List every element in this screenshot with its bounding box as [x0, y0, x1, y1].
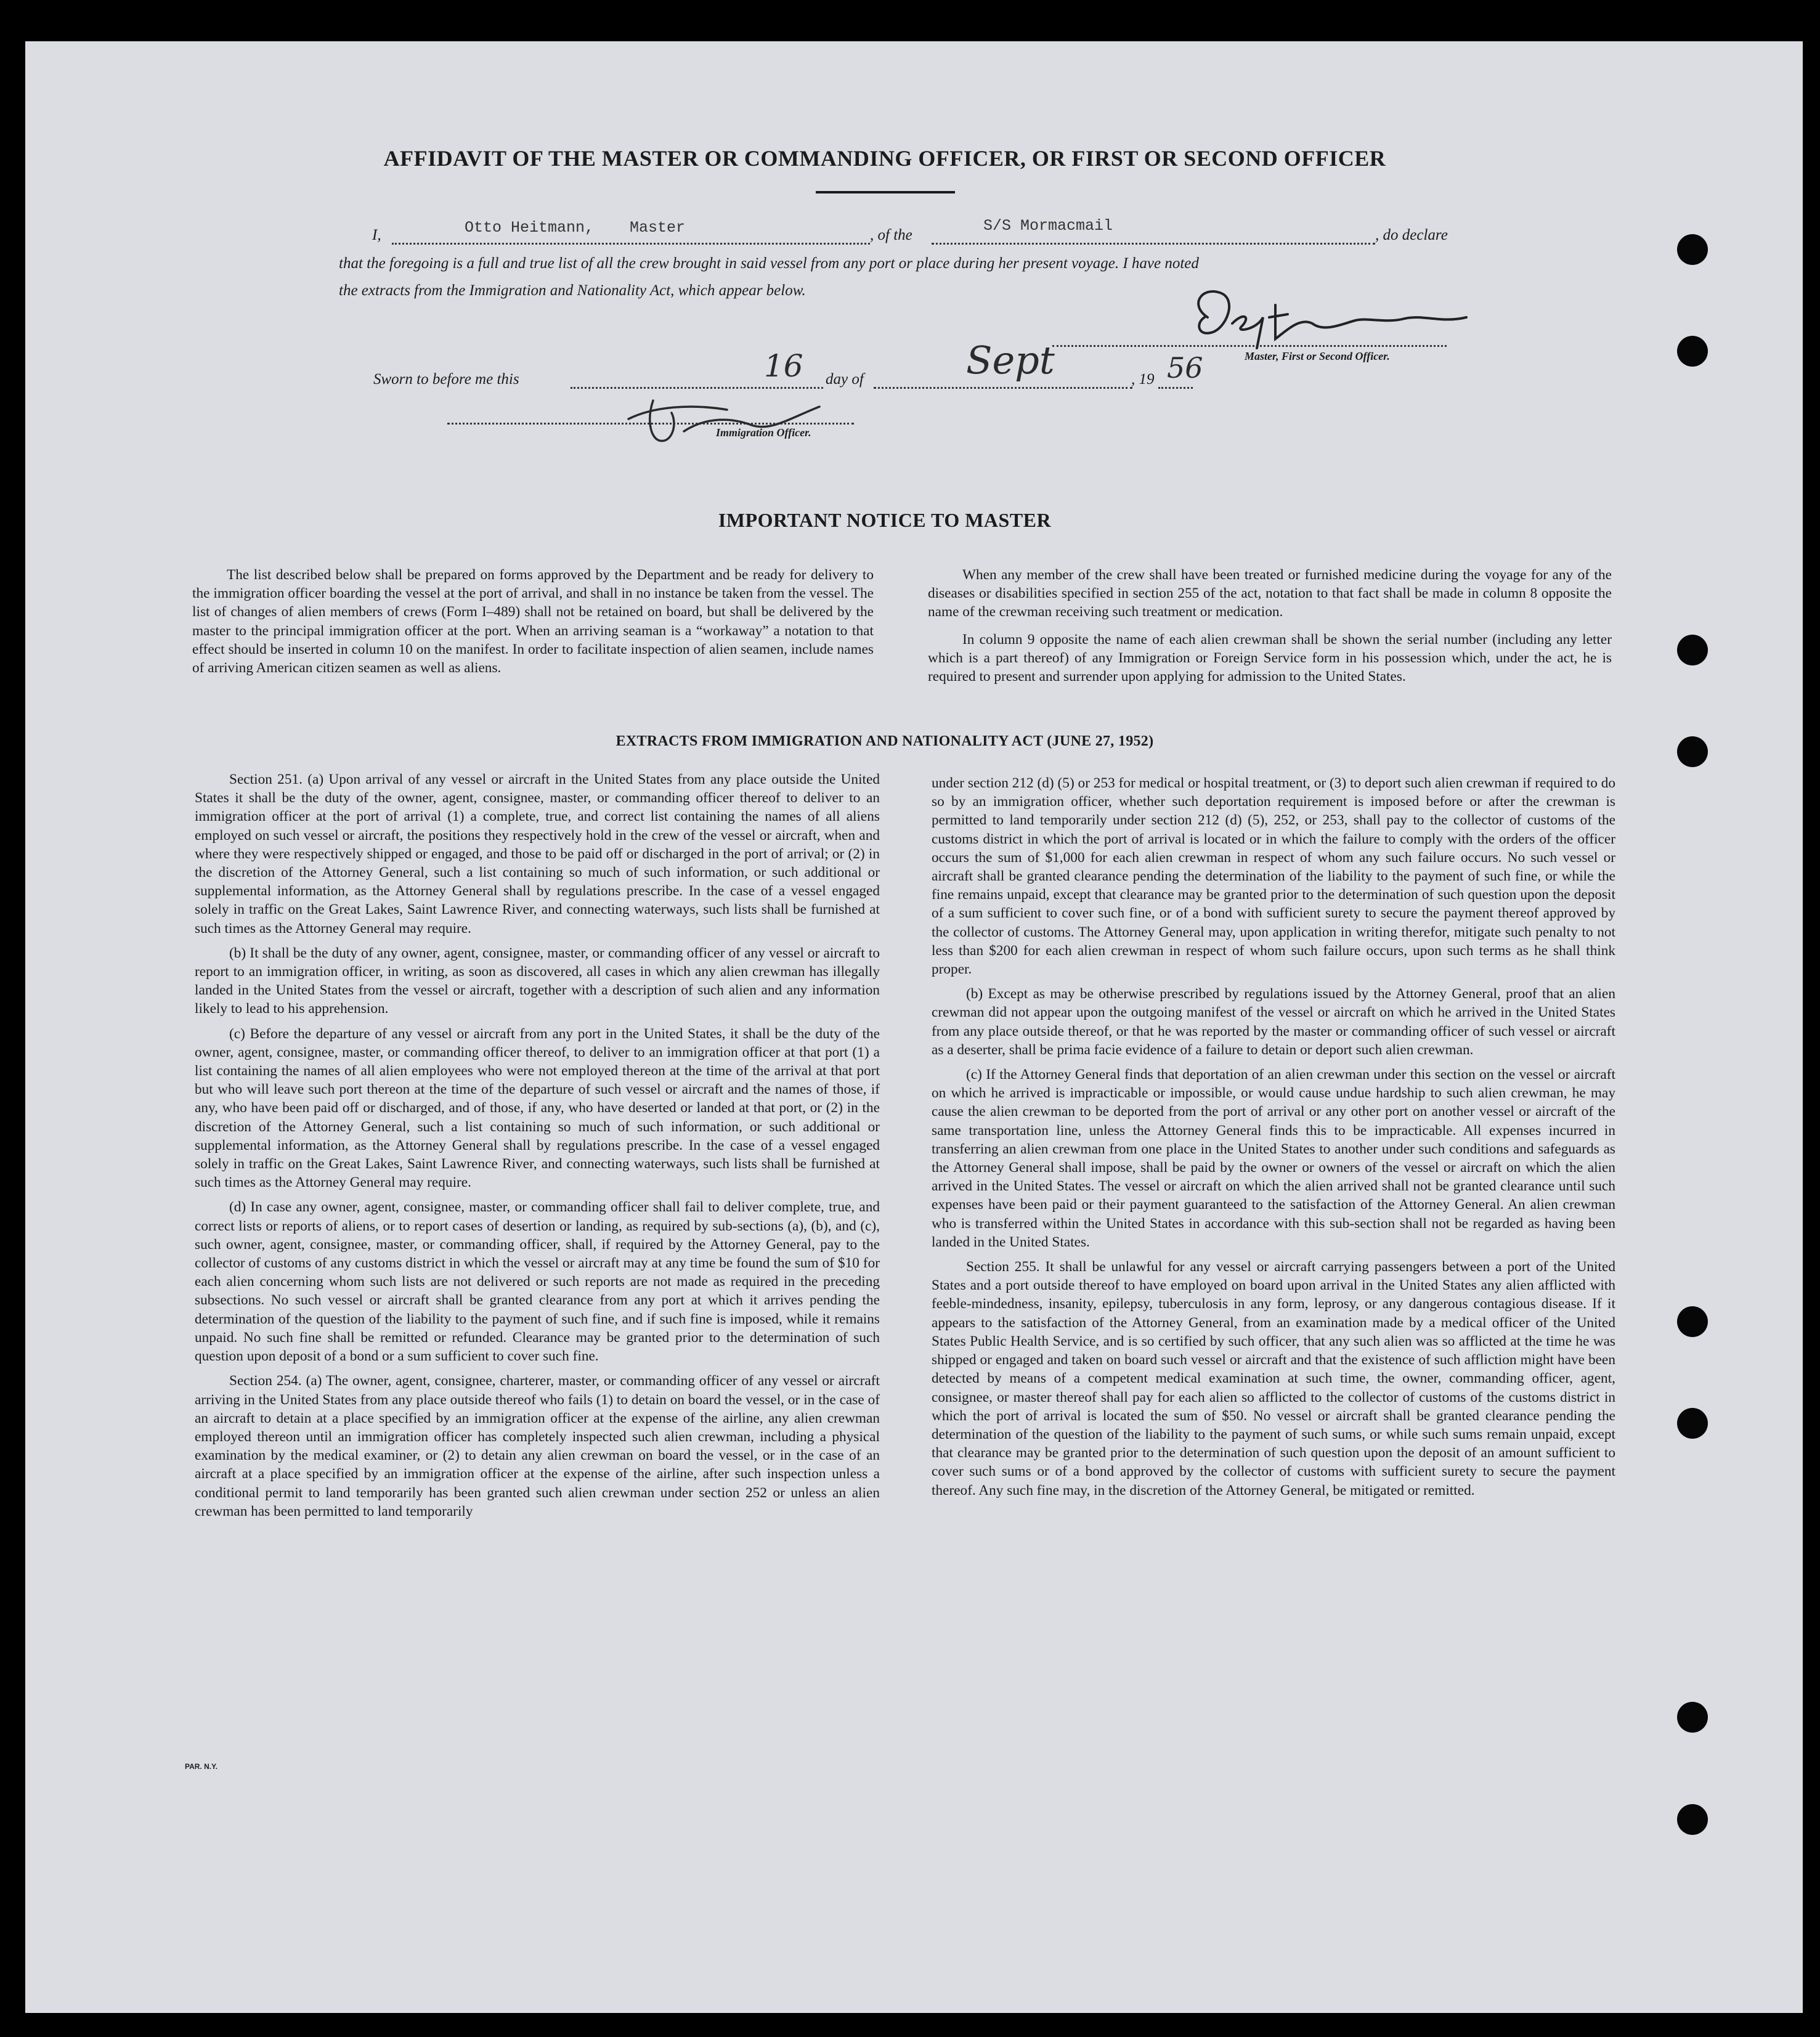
notice-left-column	[192, 566, 874, 677]
section-254-a-cont: under section 212 (d) (5) or 253 for medical or hospital treatment, or (3) to deport such alien crewman if required to do so by an immigration officer, whether such deportation requirement is imposed before or after the crewman is permitted to land temporarily under section 212 (d) (5), 252, or 253, shall pay to the collector of customs of the customs district in which the port of arrival is located or in which the failure to comply with the orders of the officer occurs the sum of $1,000 for each alien crewman in respect of whom any such failure occurs. No such vessel or aircraft shall be granted clearance pending the determination of the liability to the payment of such fine, or while the fine remains unpaid, except that clearance may be granted prior to the determination of such question upon the deposit of a sum sufficient to cover such fine, or of a bond with sufficient surety to secure the payment thereof approved by the collector of customs. The Attorney General may, upon application in writing therefor, mitigate such penalty to not less than $200 for each alien crewman in respect of whom such failure occurs, upon such terms as he shall think proper.	[932, 775, 1615, 978]
master-caption: Master, First or Second Officer.	[1245, 350, 1390, 362]
vessel-name-typed: S/S Mormacmail	[983, 217, 1113, 235]
binder-hole	[1677, 1804, 1708, 1835]
section-251-a: Section 251. (a) Upon arrival of any vessel or aircraft in the United States from any place outside the United States it shall be the duty of the owner, agent, consignee, master, or commanding officer thereof to deliver to an immigration officer at the port of arrival (1) a complete, true, and correct list containing the names of all aliens employed on such vessel or aircraft, the positions they respectively hold in the crew of the vessel or aircraft, when and where they were respectively shipped or engaged, and those to be paid off or discharged in the port of arrival; or (2) in the discretion of the Attorney General, such a list containing so much of such information, or such additional or supplemental information, as the Attorney General shall by regulations prescribe. In the case of a vessel engaged solely in traffic on the Great Lakes, Saint Lawrence River, and connecting waterways, such lists shall be furnished at such times as the Attorney General may require.	[195, 771, 880, 937]
binder-hole	[1677, 336, 1708, 367]
master-rank-typed: Master	[630, 219, 686, 237]
sworn-month-blank	[874, 387, 1132, 389]
master-signature-icon	[1183, 280, 1479, 360]
notice-right-column	[928, 566, 1612, 686]
section-251-b: (b) It shall be the duty of any owner, agent, consignee, master, or commanding officer of any vessel or aircraft to report to an immigration officer, in writing, as soon as discovered, all cases in which any alien crewman has illegally landed in the United States from the vessel or aircraft, together with a description of such alien and any information likely to lead to his apprehension.	[195, 945, 880, 1017]
section-251-d: (d) In case any owner, agent, consignee, master, or commanding officer shall fail to deliver complete, true, and correct lists or reports of aliens, or to report cases of desertion or landing, as required by sub-sections (a), (b), and (c), such owner, agent, consignee, master, or commanding officer, shall, if required by the Attorney General, pay to the collector of customs of any customs district in which the vessel or aircraft may at any time be found the sum of $10 for each alien concerning whom such lists are not delivered or such reports are not made as required in the preceding subsections. No such vessel or aircraft shall be granted clearance from any port at which it arrives pending the determination of the question of the liability to the payment of such fine, and if such fine is imposed, while it remains unpaid. No such fine shall be remitted or refunded. Clearance may be granted prior to the determination of such question upon deposit of a bond or a sum sufficient to cover such fine.	[195, 1199, 880, 1365]
section-255: Section 255. It shall be unlawful for any vessel or aircraft carrying passengers between a port of the United States and a port outside thereof to have employed on board upon arrival in the United States any alien afflicted with feeble-mindedness, insanity, epilepsy, tuberculosis in any form, leprosy, or any dangerous contagious disease. If it appears to the satisfaction of the Attorney General, from an examination made by a medical officer of the United States Public Health Service, and is so certified by such officer, that any such alien was so afflicted at the time he was shipped or engaged and taken on board such vessel or aircraft and that the existence of such affliction might have been detected by means of a competent medical examination at such time, the owner, commanding officer, agent, consignee, or master thereof shall pay for each alien so afflicted to the collector of customs of the customs district in which the port of arrival is located the sum of $50. No vessel or aircraft shall be granted clearance pending the determination of the question of the liability to the payment of such sums, or while such sums remain unpaid, except that clearance may be granted prior to the determination of such question upon the deposit of an amount sufficient to cover such sums or of a bond approved by the collector of customs with sufficient surety to secure the payment thereof. Any such fine may, in the discretion of the Attorney General, be mitigated or remitted.	[932, 1259, 1615, 1498]
notice-right-paragraph-2: In column 9 opposite the name of each alien crewman shall be shown the serial number (including any letter which is a part thereof) of any Immigration or Foreign Service form in his possession which, under the act, he is required to present and surrender upon applying for admission to the United States.	[928, 631, 1612, 685]
extracts-left-column	[195, 770, 880, 1521]
extracts-title: EXTRACTS FROM IMMIGRATION AND NATIONALITY ACT (JUNE 27, 1952)	[615, 733, 1154, 749]
affidavit-title: AFFIDAVIT OF THE MASTER OR COMMANDING OFFICER, OR FIRST OR SECOND OFFICER	[383, 146, 1386, 171]
officer-signature-icon	[616, 382, 863, 450]
binder-hole	[1677, 234, 1708, 265]
sworn-day-hand: 16	[764, 348, 803, 384]
officer-caption: Immigration Officer.	[716, 426, 811, 439]
sworn-year-prefix: , 19	[1131, 371, 1155, 388]
binder-hole	[1677, 1408, 1708, 1439]
notice-left-paragraph: The list described below shall be prepared on forms approved by the Department and be ready for delivery to the immigration officer boarding the vessel at the port of arrival, and shall in no instance be taken from the vessel. The list of changes of alien members of crews (Form I–489) shall not be retained on board, but shall be delivered by the master to the principal immigration officer at the port. When an arriving seaman is a “workaway” a notation to that effect should be inserted in column 10 on the manifest. In order to facilitate inspection of alien seamen, include names of arriving American citizen seamen as well as aliens.	[192, 567, 874, 677]
vessel-blank	[932, 243, 1375, 245]
extracts-right-column	[932, 774, 1615, 1500]
declaration-do-declare: , do declare	[1375, 227, 1448, 243]
declaration-line-3: the extracts from the Immigration and Nationality Act, which appear below.	[339, 282, 806, 299]
notice-right-paragraph-1: When any member of the crew shall have been treated or furnished medicine during the voyage for any of the diseases or disabilities specified in section 255 of the act, notation to that fact shall be made in column 8 opposite the name of the crewman receiving such treatment or medication.	[928, 567, 1612, 620]
section-254-b: (b) Except as may be otherwise prescribed by regulations issued by the Attorney General, proof that an alien crewman did not appear upon the outgoing manifest of the vessel or aircraft on which he arrived in the United States from any place outside thereof, or that he was reported by the master or commanding officer of such vessel or aircraft as a deserter, shall be prima facie evidence of a failure to detain or deport such alien crewman.	[932, 986, 1615, 1058]
sworn-year-blank	[1158, 387, 1193, 389]
sworn-month-hand: Sept	[966, 338, 1055, 383]
declaration-i: I,	[372, 227, 381, 243]
printer-mark: PAR. N.Y.	[185, 1762, 218, 1771]
declaration-line-2: that the foregoing is a full and true list of all the crew brought in said vessel from any port or place during her present voyage. I have noted	[339, 255, 1199, 272]
binder-hole	[1677, 1306, 1708, 1337]
master-name-typed: Otto Heitmann,	[465, 219, 595, 237]
title-rule	[816, 191, 955, 193]
sworn-year-hand: 56	[1167, 351, 1203, 384]
binder-hole	[1677, 1702, 1708, 1733]
declaration-of-the: , of the	[870, 227, 912, 243]
section-254-c: (c) If the Attorney General finds that deportation of an alien crewman under this section on the vessel or aircraft on which he arrived is impracticable or impossible, or would cause undue hardship to such alien crewman, he may cause the alien crewman to be deported from the port of arrival or any other port on another vessel or aircraft of the same transportation line, unless the Attorney General finds this to be impracticable. All expenses incurred in transferring an alien crewman from one place in the United States to another under such conditions and safeguards as the Attorney General shall impose, shall be paid by the owner or owners of the vessel or aircraft on which the alien arrived in the United States. The vessel or aircraft on which the alien arrived shall not be granted clearance until such expenses have been paid or their payment guaranteed to the satisfaction of the Attorney General. An alien crewman who is transferred within the United States in accordance with this sub-section shall not be regarded as having been landed in the United States.	[932, 1067, 1615, 1250]
name-blank	[392, 243, 870, 245]
binder-hole	[1677, 635, 1708, 665]
section-254-a: Section 254. (a) The owner, agent, consignee, charterer, master, or commanding officer of any vessel or aircraft arriving in the United States from any place outside thereof who fails (1) to detain on board the vessel, or in the case of an aircraft to detain at a place specified by an immigration officer at the expense of the airline, any alien crewman employed thereon until an immigration officer has completely inspected such alien crewman, including a physical examination by the medical examiner, or (2) to detain any alien crewman on board the vessel, or in the case of an aircraft at a place specified by an immigration officer at the expense of the airline, after such inspection unless a conditional permit to land temporarily has been granted such alien crewman under section 252 or unless an alien crewman has been permitted to land temporarily	[195, 1373, 880, 1519]
sworn-day-of: day of	[826, 371, 864, 388]
sworn-prefix: Sworn to before me this	[373, 371, 519, 388]
notice-title: IMPORTANT NOTICE TO MASTER	[718, 509, 1052, 531]
section-251-c: (c) Before the departure of any vessel or aircraft from any port in the United States, it shall be the duty of the owner, agent, consignee, master, or commanding officer thereof, to deliver to an immigration officer at that port (1) a list containing the names of all alien employees who were not employed thereon at the time of the arrival at that port but who will leave such port thereon at the time of the departure of such vessel or aircraft and the names of those, if any, who have been paid off or discharged, and of those, if any, who have deserted or landed at that port, or (2) in the discretion of the Attorney General, such a list containing so much of such information, or such additional or supplemental information, as the Attorney General shall by regulations prescribe. In the case of a vessel engaged solely in traffic on the Great Lakes, Saint Lawrence River, and connecting waterways, such lists shall be furnished at such times as the Attorney General may require.	[195, 1025, 880, 1191]
